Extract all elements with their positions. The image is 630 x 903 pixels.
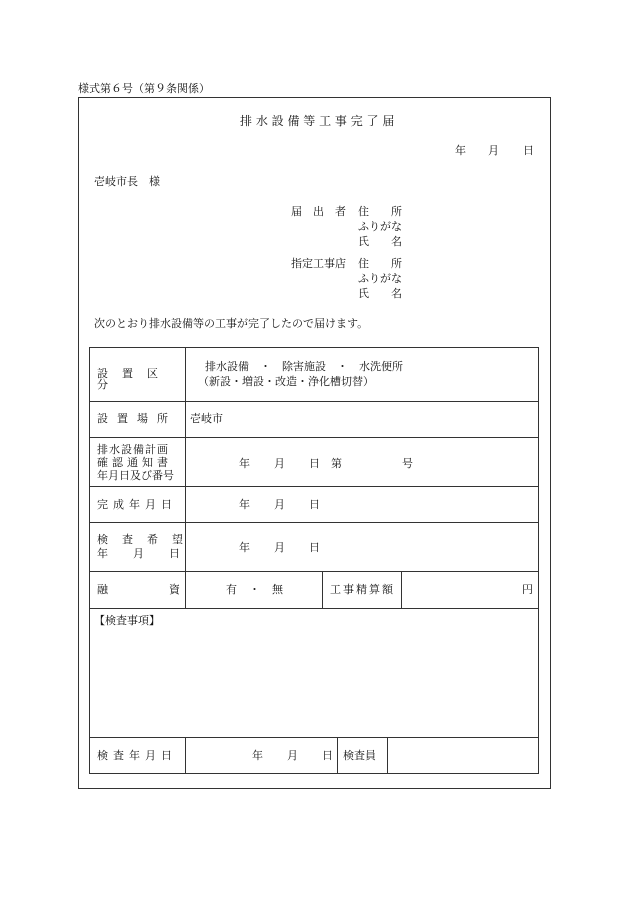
date-day: 日: [523, 144, 534, 157]
location-label: [97, 413, 180, 424]
plan-label-3: 年月日及び番号: [97, 469, 174, 482]
location-value: 壱岐市: [190, 412, 223, 425]
category-options: 排水設備 ・ 除害施設 ・ 水洗便所: [205, 360, 403, 373]
completion-month: 月: [274, 498, 285, 511]
inspect-wish-label-2: [97, 548, 180, 559]
plan-label-1: 排水設備計画: [97, 443, 169, 456]
finance-label-a: 融: [97, 583, 108, 596]
table-vline-cost: [401, 571, 402, 608]
completion-year: 年: [239, 498, 250, 511]
table-vline-label-bottom: [185, 737, 186, 773]
inspect-date-day: 日: [322, 749, 333, 762]
table-line-2: [89, 437, 539, 438]
inspector-label: 検査員: [343, 749, 376, 762]
applicant-address-label: 住 所: [358, 205, 402, 218]
location-label-text: 設置場所: [97, 412, 177, 425]
date-month: 月: [488, 144, 499, 157]
inspection-items-label: 【検査事項】: [94, 614, 160, 627]
inspect-date-label: 検査年月日: [97, 749, 177, 762]
finance-label: [97, 584, 180, 595]
table-line-5: [89, 571, 539, 572]
statement: 次のとおり排水設備等の工事が完了したので届けます。: [94, 317, 369, 330]
table-line-1: [89, 401, 539, 402]
plan-label-2: 確認通知書: [97, 456, 172, 469]
form-label: 様式第６号（第９条関係）: [78, 82, 210, 95]
finance-dot: ・: [249, 583, 260, 596]
table-vline-inspector: [337, 737, 338, 773]
applicant-role: 届 出 者: [291, 205, 346, 218]
inspect-month: 月: [274, 541, 285, 554]
table-vline-label: [185, 347, 186, 608]
inspect-year: 年: [239, 541, 250, 554]
date-year: 年: [455, 144, 466, 157]
inspect-wish-year: 年: [97, 547, 108, 560]
table-vline-right: [538, 347, 539, 773]
inspect-date-month: 月: [287, 749, 298, 762]
completion-label: 完成年月日: [97, 498, 177, 511]
contractor-furigana-label: ふりがな: [358, 272, 402, 285]
table-line-top: [89, 347, 539, 348]
cost-unit: 円: [522, 583, 533, 596]
inspect-wish-month: 月: [133, 547, 144, 560]
category-label: [97, 368, 180, 390]
applicant-name-label: 氏 名: [358, 235, 402, 248]
contractor-name-label: 氏 名: [358, 287, 402, 300]
table-vline-left: [89, 347, 90, 773]
table-line-4: [89, 522, 539, 523]
inspect-day: 日: [309, 541, 320, 554]
addressee: 壱岐市長 様: [94, 175, 160, 188]
contractor-address-label: 住 所: [358, 257, 402, 270]
plan-go: 号: [402, 457, 413, 470]
plan-month: 月: [274, 457, 285, 470]
plan-no: 第: [331, 457, 342, 470]
category-sub: （新設・増設・改造・浄化槽切替）: [198, 375, 374, 388]
plan-year: 年: [239, 457, 250, 470]
table-line-7: [89, 737, 539, 738]
finance-no: 無: [272, 583, 283, 596]
finance-label-b: 資: [169, 583, 180, 596]
plan-day: 日: [309, 457, 320, 470]
finance-yes: 有: [226, 583, 237, 596]
inspect-wish-label-1: 検査希望: [97, 533, 197, 546]
table-line-3: [89, 486, 539, 487]
inspect-date-year: 年: [252, 749, 263, 762]
category-label-text: 設置区分: [97, 367, 172, 391]
applicant-furigana-label: ふりがな: [358, 220, 402, 233]
inspect-wish-day: 日: [169, 547, 180, 560]
form-title: 排 水 設 備 等 工 事 完 了 届: [240, 114, 395, 128]
table-vline-inspector-value: [387, 737, 388, 773]
contractor-role: 指定工事店: [291, 257, 346, 270]
table-line-bottom: [89, 773, 539, 774]
table-line-6: [89, 608, 539, 609]
cost-label: 工事精算額: [330, 583, 395, 596]
completion-day: 日: [309, 498, 320, 511]
table-vline-finance: [322, 571, 323, 608]
